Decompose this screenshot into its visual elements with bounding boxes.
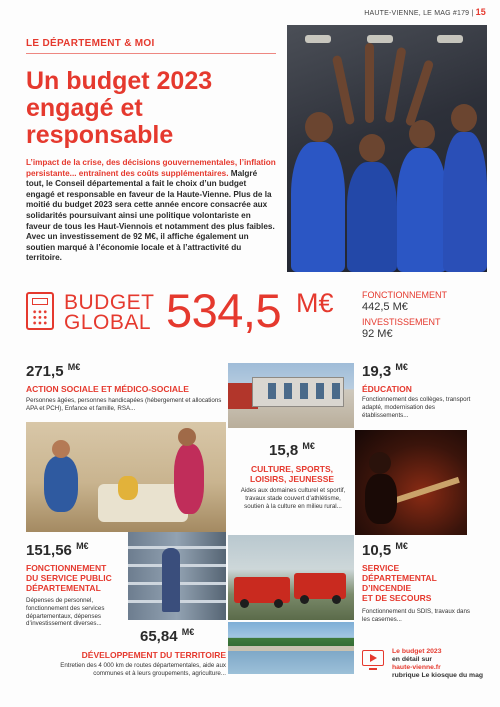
running-head — [364, 7, 486, 17]
service-public-desc: Dépenses de personnel, fonctionnement des services départementaux, dépenses d’investissement diverses... — [26, 597, 105, 628]
page-title — [26, 68, 276, 149]
budget-label: BUDGET GLOBAL — [64, 291, 155, 334]
service-public-title: FONCTIONNEMENT DU SERVICE PUBLIC DÉPARTEMENTAL — [26, 563, 112, 593]
sdis-title: SERVICE DÉPARTEMENTAL D’INCENDIE ET DE SECOURS — [362, 563, 437, 603]
budget-total-unit: M€ — [296, 288, 334, 318]
school-building-photo — [228, 363, 354, 428]
page-number: 15 — [475, 7, 486, 17]
budget-total-value: 534,5 — [166, 284, 282, 337]
title-line-2: engagé et — [26, 94, 143, 122]
online-budget-info — [360, 648, 490, 688]
team-huddle-photo — [287, 25, 487, 272]
action-sociale-desc: Personnes âgées, personnes handicapées (hébergement et allocations APA et PCH), Enfance et famille, RSA... — [26, 397, 222, 412]
culture-title: CULTURE, SPORTS, LOISIRS, JEUNESSE — [249, 464, 335, 484]
education-title: ÉDUCATION — [362, 384, 412, 394]
action-sociale-title: ACTION SOCIALE ET MÉDICO-SOCIALE — [26, 384, 189, 394]
global-budget-block — [26, 284, 486, 342]
video-screen-icon — [362, 650, 384, 666]
fire-trucks-photo — [228, 535, 354, 620]
kicker-divider — [26, 53, 276, 54]
title-line-3: responsable — [26, 121, 174, 149]
concert-guitarist-photo — [355, 430, 467, 535]
title-line-1: Un budget 2023 — [26, 67, 213, 95]
river-landscape-photo — [228, 622, 354, 674]
section-kicker: LE DÉPARTEMENT & MOI — [26, 38, 155, 49]
culture-amount: 15,8 $^{M€}$ — [269, 441, 315, 459]
territoire-title: DÉVELOPPEMENT DU TERRITOIRE — [81, 650, 226, 660]
investissement-value: 92 M€ — [362, 328, 393, 340]
sdis-amount: 10,5 $^{M€}$ — [362, 541, 408, 559]
info-text: Le budget 2023 en détail sur haute-vienne.fr rubrique Le kiosque du mag — [392, 648, 484, 679]
magazine-title: HAUTE-VIENNE, LE MAG #179 | — [364, 10, 474, 17]
calculator-icon — [26, 292, 54, 330]
fonctionnement-value: 442,5 M€ — [362, 301, 408, 313]
sdis-desc: Fonctionnement du SDIS, travaux dans les casernes... — [362, 608, 470, 623]
education-desc: Fonctionnement des collèges, transport adapté, modernisation des établissements... — [362, 396, 471, 419]
action-sociale-amount: 271,5 $^{M€}$ — [26, 362, 81, 380]
territoire-desc: Entretien des 4 000 km de routes départementales, aide aux communes et à leurs groupements, agriculture... — [60, 662, 226, 677]
lead-intro: L’impact de la crise, des décisions gouvernementales, l’inflation persistante... entraînent des coûts supplémentaires. — [26, 158, 276, 178]
budget-website-link[interactable]: haute-vienne.fr — [392, 664, 441, 671]
children-playroom-photo — [26, 422, 226, 532]
culture-desc: Aides aux domaines culturel et sportif, travaux stade couvert d’athlétisme, soutien à la culture en milieu rural... — [240, 487, 346, 510]
fonctionnement-label: FONCTIONNEMENT — [362, 290, 447, 300]
service-public-amount: 151,56 $^{M€}$ — [26, 541, 89, 559]
lead-body: Malgré tout, le Conseil départemental a fait le choix d’un budget engagé et responsable en faveur de la Haute-Vienne. Plus de la moitié du budget 2023 sera cette année encore consacrée aux solidarités poursuivant ainsi une politique volontariste en faveur de tous les Haut-Viennois et notamment des plus faibles. Avec un investissement de 92 M€, il affiche également un soutien marqué à l’économie locale et à l’attractivité du territoire. — [26, 168, 275, 263]
lead-paragraph — [26, 158, 276, 264]
territoire-amount: 65,84 $^{M€}$ — [140, 627, 195, 645]
warehouse-shelves-photo — [128, 532, 226, 620]
education-amount: 19,3 $^{M€}$ — [362, 362, 408, 380]
investissement-label: INVESTISSEMENT — [362, 317, 441, 327]
